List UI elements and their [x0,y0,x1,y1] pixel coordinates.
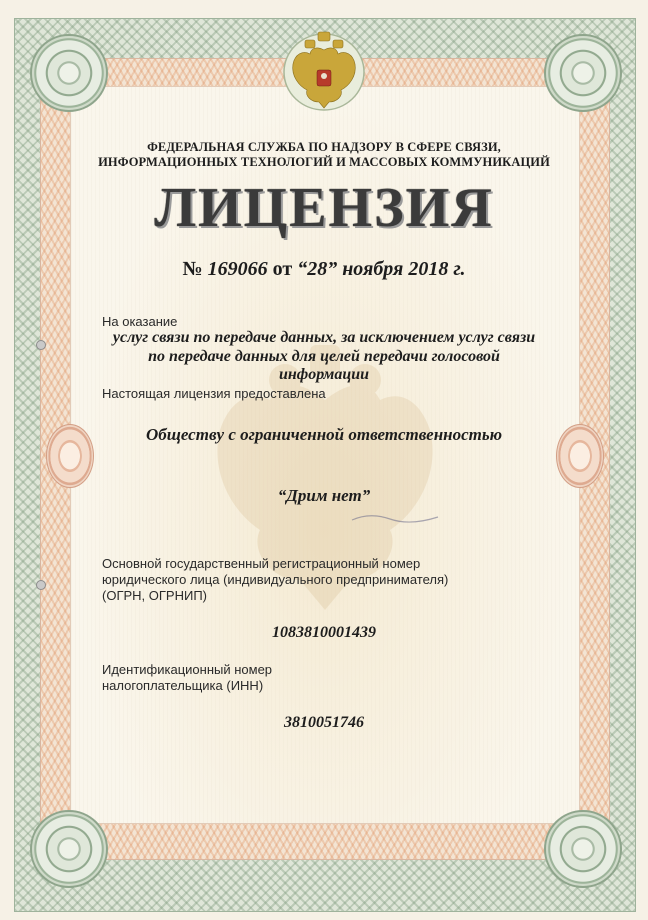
service-intro: На оказание [102,314,178,329]
service-line-3: информации [278,366,370,383]
license-date: “28” ноября 2018 г. [297,258,466,280]
ogrn-value: 1083810001439 [272,624,376,641]
license-number: 169066 [207,258,268,280]
service-line-1: услуг связи по передаче данных, за исключением услуг связи [112,329,536,346]
faint-stamp-mark [350,508,440,528]
corner-rosette-icon [544,810,622,888]
corner-rosette-icon [30,810,108,888]
holder-org-name: “Дрим нет” [277,486,371,505]
corner-rosette-icon [30,34,108,112]
license-number-line [0,258,648,281]
document-title: ЛИЦЕНЗИЯ [154,177,494,239]
ogrn-label-line-1: Основной государственный регистрационный номер [102,556,421,571]
inn-label-line-1: Идентификационный номер [102,662,273,677]
russian-coat-of-arms-icon [281,28,367,112]
ogrn-label-line-2: юридического лица (индивидуального предпринимателя) [102,572,449,587]
agency-name-line-1: ФЕДЕРАЛЬНАЯ СЛУЖБА ПО НАДЗОРУ В СФЕРЕ СВЯЗИ, [147,140,501,154]
punch-hole-icon [36,580,46,590]
holder-org-form: Обществу с ограниченной ответственностью [145,425,503,444]
number-prefix: № [182,258,208,280]
inn-label-line-2: налогоплательщика (ИНН) [102,678,264,693]
holder-intro: Настоящая лицензия предоставлена [102,386,326,401]
inn-value: 3810051746 [284,714,364,731]
number-separator: от [267,258,298,280]
corner-rosette-icon [544,34,622,112]
ogrn-label-line-3: (ОГРН, ОГРНИП) [102,588,207,603]
agency-name-line-2: ИНФОРМАЦИОННЫХ ТЕХНОЛОГИЙ И МАССОВЫХ КОММУНИКАЦИЙ [98,155,550,169]
punch-hole-icon [36,340,46,350]
service-line-2: по передаче данных для целей передачи голосовой [148,348,500,365]
